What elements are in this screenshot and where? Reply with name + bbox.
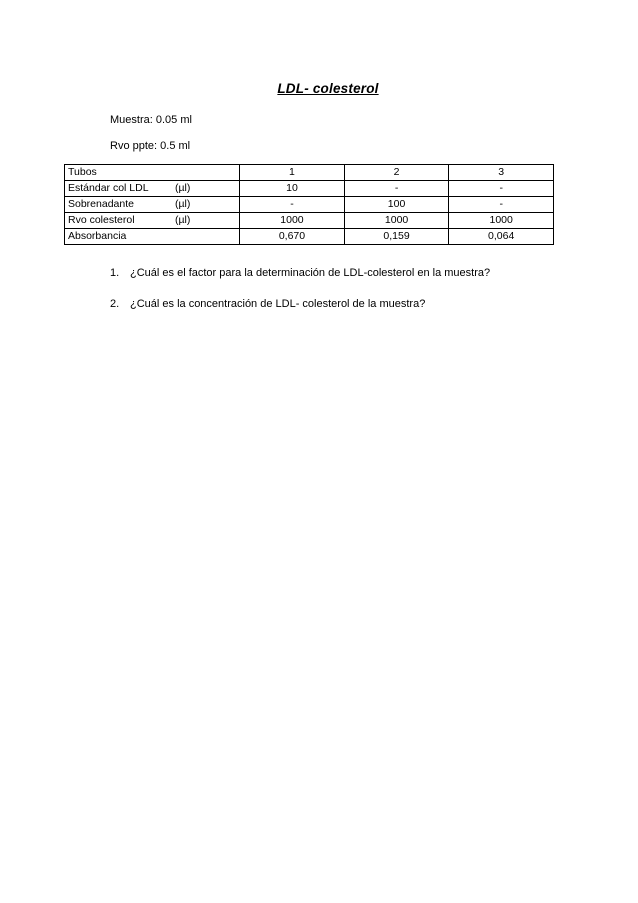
row-unit: (µl)	[175, 198, 191, 210]
table-cell: 100	[344, 197, 449, 213]
row-label: Estándar col LDL	[68, 182, 149, 194]
table-cell: 1000	[449, 213, 554, 229]
table-cell: 10	[240, 181, 345, 197]
row-label-cell	[65, 197, 240, 213]
tubes-table	[64, 164, 554, 245]
table-cell: 0,670	[240, 229, 345, 245]
row-label: Absorbancia	[68, 230, 127, 242]
table-cell: -	[449, 197, 554, 213]
table-header-col-3: 3	[449, 165, 554, 181]
question-number: 2.	[110, 298, 120, 310]
table-header-col-1: 1	[240, 165, 345, 181]
table-cell: 1000	[344, 213, 449, 229]
reagent-volume-text: Rvo ppte: 0.5 ml	[110, 140, 191, 152]
table-cell: -	[344, 181, 449, 197]
row-label-cell	[65, 229, 240, 245]
table-cell: -	[449, 181, 554, 197]
table-cell: 1000	[240, 213, 345, 229]
table-row	[65, 197, 554, 213]
table-header-row	[65, 165, 554, 181]
row-label-cell	[65, 213, 240, 229]
row-label: Sobrenadante	[68, 198, 134, 210]
sample-volume-text: Muestra: 0.05 ml	[110, 114, 192, 126]
document-title	[0, 81, 638, 96]
row-label: Rvo colesterol	[68, 214, 135, 226]
question-item	[110, 267, 490, 279]
table-header-col-2: 2	[344, 165, 449, 181]
table-cell: 0,064	[449, 229, 554, 245]
question-item	[110, 298, 425, 310]
row-unit: (µl)	[175, 214, 191, 226]
table-row	[65, 181, 554, 197]
table-row	[65, 229, 554, 245]
table-cell: -	[240, 197, 345, 213]
row-unit: (µl)	[175, 182, 191, 194]
document-title-text: LDL- colesterol	[277, 81, 379, 96]
table-row	[65, 213, 554, 229]
table-header-label: Tubos	[65, 165, 240, 181]
table-cell: 0,159	[344, 229, 449, 245]
row-label-cell	[65, 181, 240, 197]
question-number: 1.	[110, 267, 120, 279]
question-text: ¿Cuál es la concentración de LDL- colesterol de la muestra?	[130, 298, 426, 310]
question-text: ¿Cuál es el factor para la determinación de LDL-colesterol en la muestra?	[130, 267, 491, 279]
